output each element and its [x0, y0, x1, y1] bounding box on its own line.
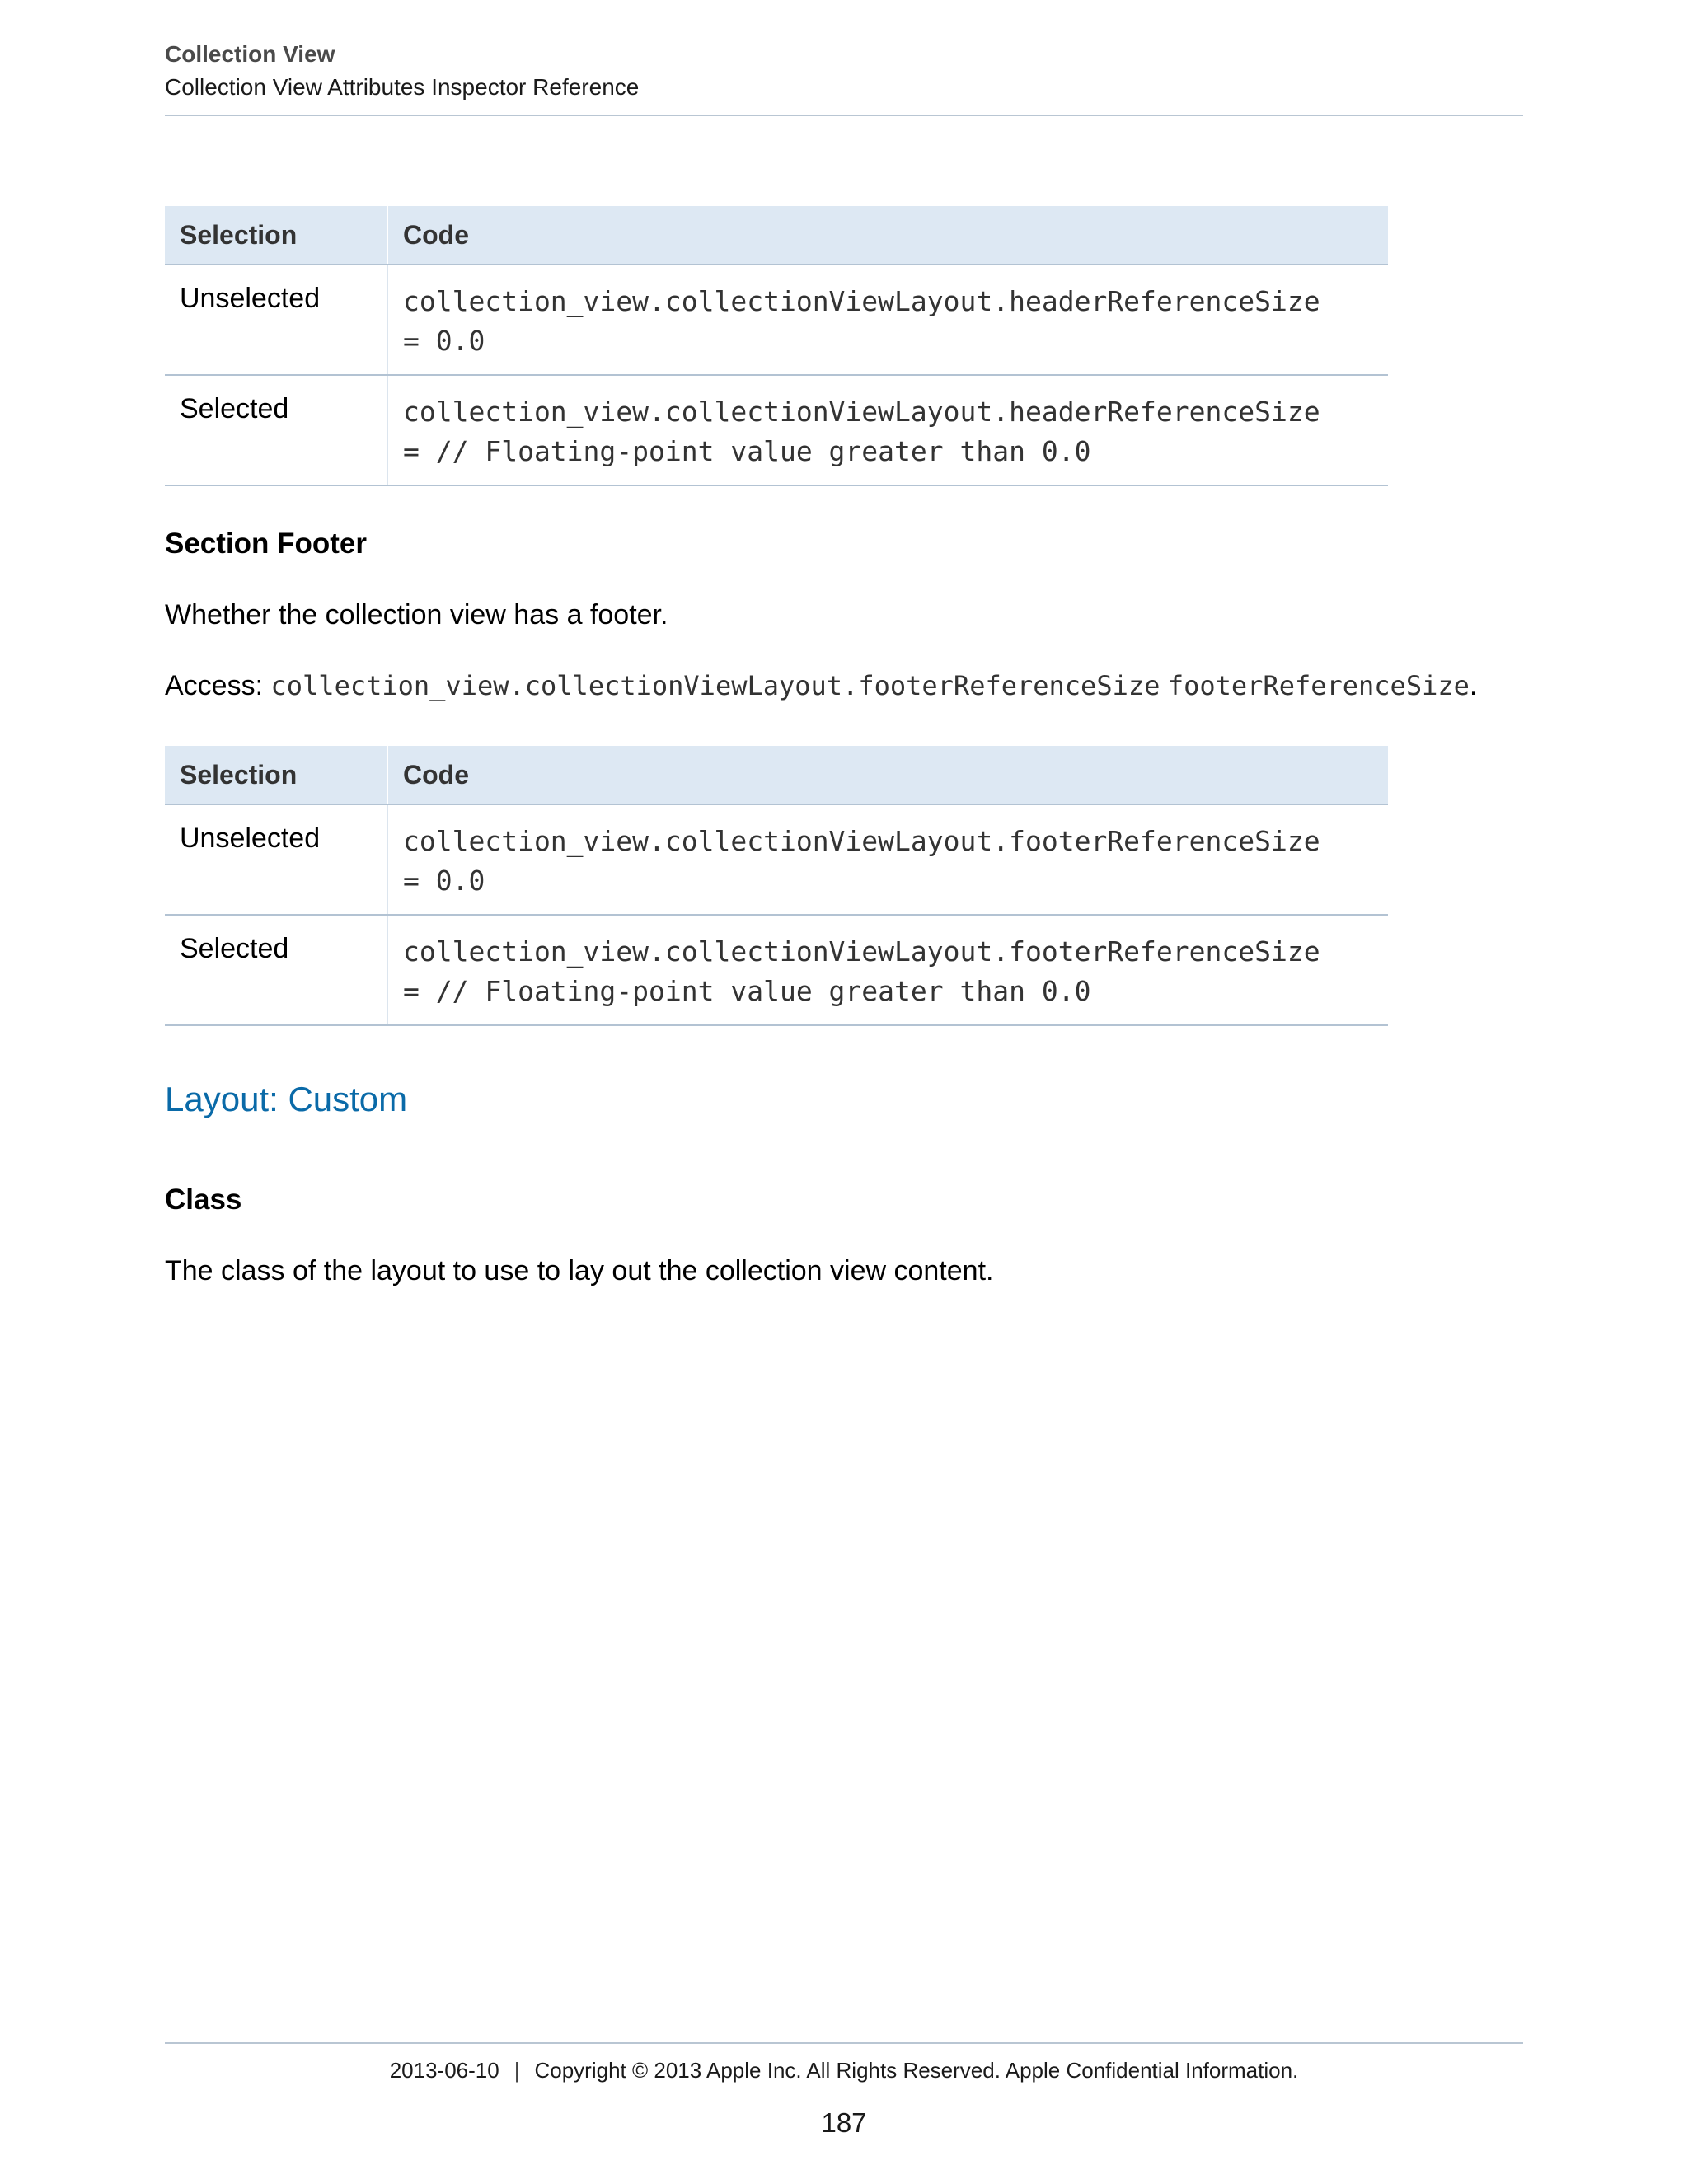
code-cell [388, 265, 1388, 374]
access-period: . [1469, 670, 1478, 701]
code-line: = 0.0 [403, 865, 485, 897]
layout-custom-heading: Layout: Custom [165, 1080, 408, 1118]
footer-separator: | [513, 2058, 520, 2083]
selection-cell: Selected [165, 376, 388, 485]
table-row [165, 916, 1388, 1026]
access-code-property: footerReferenceSize [1167, 670, 1470, 701]
header-chapter-title: Collection View [165, 41, 335, 67]
page-number: 187 [821, 2107, 867, 2138]
column-header-selection: Selection [165, 746, 388, 804]
column-header-code: Code [403, 220, 469, 250]
code-cell [388, 805, 1388, 914]
selection-cell: Unselected [165, 265, 388, 374]
table-row [165, 265, 1388, 376]
page-footer [165, 2055, 1523, 2085]
access-label: Access: [165, 670, 264, 701]
table-header-row [165, 206, 1388, 265]
access-line [165, 666, 1477, 705]
header-size-table [165, 206, 1388, 486]
header-divider [165, 115, 1523, 116]
code-line: = 0.0 [403, 325, 485, 357]
code-cell [388, 916, 1388, 1024]
code-line: collection_view.collectionViewLayout.footerReferenceSize [403, 825, 1320, 857]
code-line: collection_view.collectionViewLayout.footerReferenceSize [403, 935, 1320, 968]
selection-cell: Unselected [165, 805, 388, 914]
table-row [165, 376, 1388, 486]
section-footer-heading: Section Footer [165, 527, 368, 560]
footer-size-table [165, 746, 1388, 1026]
footer-date: 2013-06-10 [389, 2058, 499, 2083]
footer-divider [165, 2042, 1523, 2044]
table-row [165, 805, 1388, 916]
code-line: collection_view.collectionViewLayout.headerReferenceSize [403, 285, 1320, 317]
selection-cell: Selected [165, 916, 388, 1024]
section-footer-description: Whether the collection view has a footer. [165, 599, 668, 630]
code-cell [388, 376, 1388, 485]
access-code: collection_view.collectionViewLayout.footerReferenceSize [270, 670, 1160, 701]
footer-copyright: Copyright © 2013 Apple Inc. All Rights Reserved. Apple Confidential Information. [534, 2058, 1299, 2083]
header-section-title: Collection View Attributes Inspector Reference [165, 74, 640, 100]
code-line: collection_view.collectionViewLayout.headerReferenceSize [403, 396, 1320, 428]
class-description: The class of the layout to use to lay out the collection view content. [165, 1255, 994, 1286]
code-line: = // Floating-point value greater than 0.0 [403, 975, 1091, 1007]
class-heading: Class [165, 1183, 242, 1216]
code-line: = // Floating-point value greater than 0.0 [403, 435, 1091, 467]
column-header-selection: Selection [165, 206, 388, 264]
running-header [165, 38, 1523, 104]
table-header-row [165, 746, 1388, 805]
column-header-code: Code [403, 760, 469, 790]
